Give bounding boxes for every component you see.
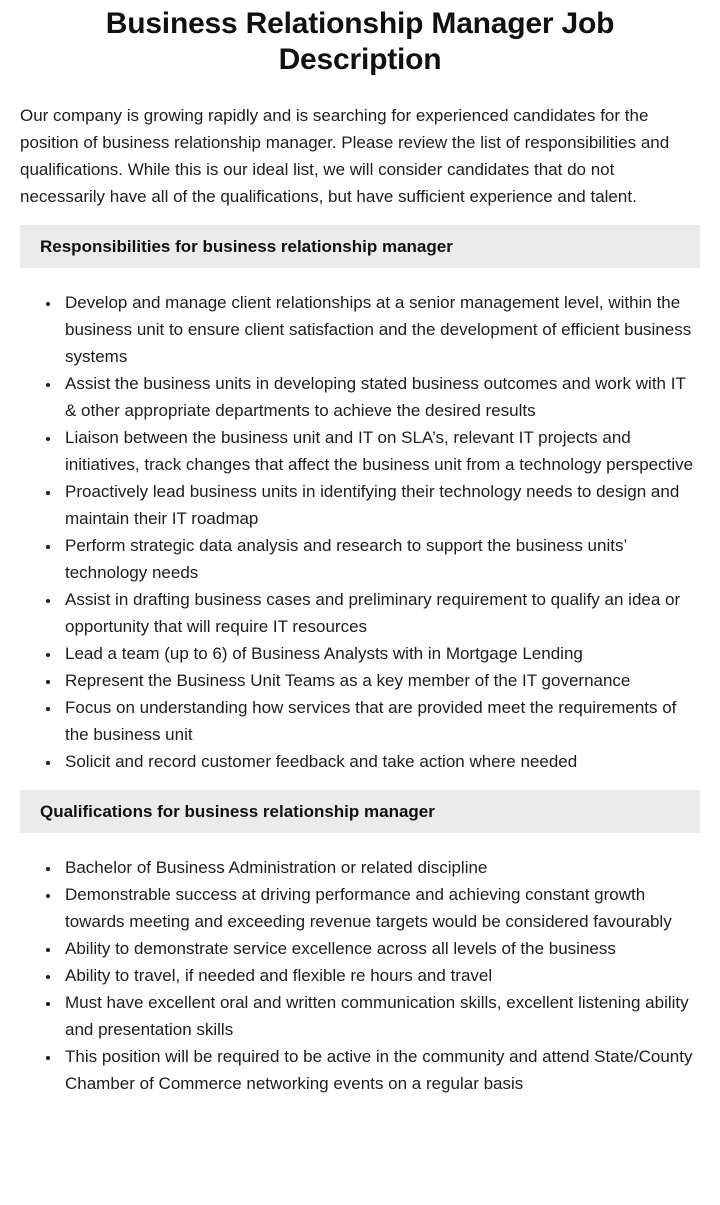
list-item: • Perform strategic data analysis and research to support the business units’ technology needs xyxy=(61,532,700,586)
list-item: • Proactively lead business units in identifying their technology needs to design and maintain their IT roadmap xyxy=(61,478,700,532)
list-item: • Represent the Business Unit Teams as a key member of the IT governance xyxy=(61,667,700,694)
list-item: • Must have excellent oral and written communication skills, excellent listening ability and presentation skills xyxy=(61,989,700,1043)
qualifications-list xyxy=(20,854,700,1097)
list-item: • Assist in drafting business cases and preliminary requirement to qualify an idea or opportunity that will require IT resources xyxy=(61,586,700,640)
job-description-page xyxy=(0,6,720,1121)
responsibilities-list xyxy=(20,289,700,775)
intro-paragraph: Our company is growing rapidly and is searching for experienced candidates for the position of business relationship manager. Please review the list of responsibilities and qualifications. While this is our ideal list, we will consider candidates that do not necessarily have all of the qualifications, but have sufficient experience and talent. xyxy=(20,106,670,206)
list-item: • Demonstrable success at driving performance and achieving constant growth towards meeting and exceeding revenue targets would be considered favourably xyxy=(61,881,700,935)
qualifications-heading: Qualifications for business relationship manager xyxy=(20,790,700,833)
list-item: • Ability to travel, if needed and flexible re hours and travel xyxy=(61,962,700,989)
list-item: • Solicit and record customer feedback and take action where needed xyxy=(61,748,700,775)
list-item: • Assist the business units in developing stated business outcomes and work with IT & other appropriate departments to achieve the desired results xyxy=(61,370,700,424)
list-item: • Lead a team (up to 6) of Business Analysts with in Mortgage Lending xyxy=(61,640,700,667)
responsibilities-heading: Responsibilities for business relationship manager xyxy=(20,225,700,268)
list-item: • Liaison between the business unit and IT on SLA’s, relevant IT projects and initiatives, track changes that affect the business unit from a technology perspective xyxy=(61,424,700,478)
section-qualifications xyxy=(20,790,700,1097)
list-item: • Bachelor of Business Administration or related discipline xyxy=(61,854,700,881)
list-item: • Focus on understanding how services that are provided meet the requirements of the business unit xyxy=(61,694,700,748)
section-responsibilities xyxy=(20,225,700,775)
page-title: Business Relationship Manager Job Description xyxy=(105,7,615,76)
list-item: • This position will be required to be active in the community and attend State/County Chamber of Commerce networking events on a regular basis xyxy=(61,1043,700,1097)
list-item: • Ability to demonstrate service excellence across all levels of the business xyxy=(61,935,700,962)
list-item: • Develop and manage client relationships at a senior management level, within the business unit to ensure client satisfaction and the development of efficient business systems xyxy=(61,289,700,370)
